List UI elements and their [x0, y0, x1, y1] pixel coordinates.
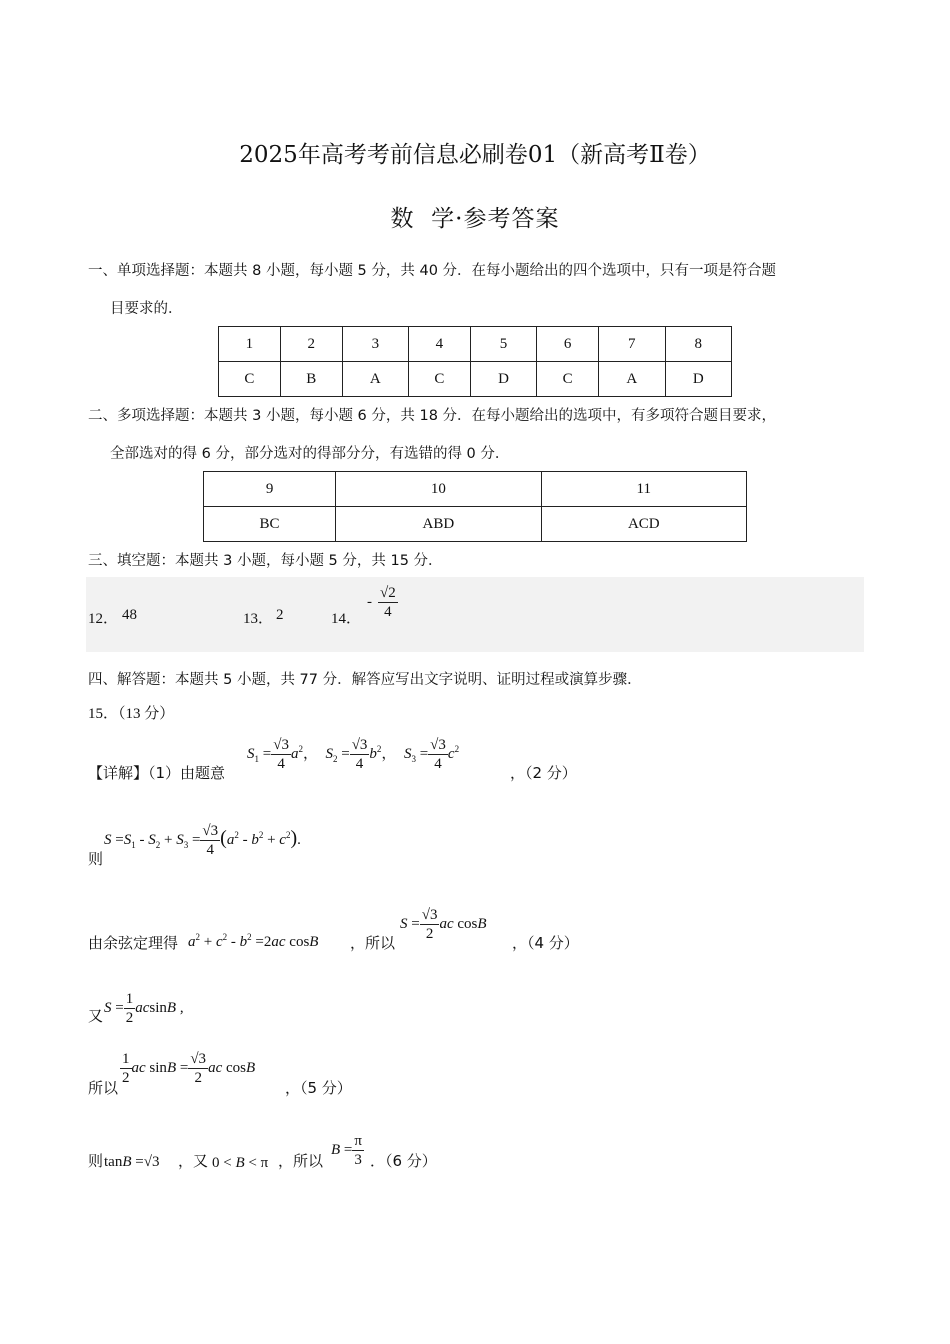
- single-choice-header-1: 1: [219, 327, 281, 362]
- section3-line1: 三、填空题：本题共 3 小题，每小题 5 分，共 15 分．: [88, 553, 443, 569]
- q13-answer: 2: [276, 607, 284, 623]
- single-choice-header-5: 5: [470, 327, 536, 362]
- so-label-3: ，所以: [278, 1152, 324, 1170]
- formula-s1-s2-s3: $S_1$ = $\frac{√3}{4}$ $a^2$， $S_2$ = $\frac{√3}{4}$ $b^2$， $S_3$ = $\frac{√3}{4}$ $c^2$: [247, 737, 460, 772]
- q14-label: 14．: [331, 611, 362, 627]
- page-title: 2025年高考考前信息必刷卷01（新高考Ⅱ卷）: [239, 142, 711, 168]
- single-choice-table: [218, 326, 732, 397]
- formula-cos-law: $a^2 + c^2 - b^2 =2ac$ cosB: [188, 932, 319, 950]
- formula-tan: tanB =√3: [104, 1154, 160, 1170]
- single-choice-header-4: 4: [409, 327, 471, 362]
- single-choice-answer-5: D: [470, 362, 536, 397]
- multi-choice-answer-3: ACD: [541, 507, 746, 542]
- formula-range: 0 < B < π: [212, 1155, 269, 1171]
- so-label-2: 所以: [88, 1079, 119, 1097]
- multi-choice-table: [203, 471, 747, 542]
- multi-choice-header-3: 11: [541, 472, 746, 507]
- single-choice-answer-7: A: [599, 362, 665, 397]
- single-choice-answer-6: C: [537, 362, 599, 397]
- cos-law-label: 由余弦定理得: [88, 934, 179, 952]
- score-2: ，（2 分）: [510, 764, 577, 782]
- single-choice-header-8: 8: [665, 327, 732, 362]
- q12-label: 12．: [88, 611, 119, 627]
- single-choice-header-3: 3: [342, 327, 408, 362]
- section4-line1: 四、解答题：本题共 5 小题，共 77 分．解答应写出文字说明、证明过程或演算步骤．: [88, 672, 642, 688]
- single-choice-answer-1: C: [219, 362, 281, 397]
- section1-line2: 目要求的．: [110, 301, 183, 317]
- page-subtitle: 数 学·参考答案: [390, 206, 560, 232]
- formula-s-sin: S = $\frac{1}{2}$ acsinB ,: [104, 991, 184, 1026]
- detail-label: 【详解】（1）由题意: [88, 764, 226, 782]
- q14-fraction: [378, 584, 398, 621]
- also-label: 又: [88, 1007, 104, 1025]
- q15-header: 15．（13 分）: [88, 706, 175, 722]
- score-5: ，（5 分）: [285, 1079, 352, 1097]
- formula-total-area: $S =S_1 - S_2 + S_3$ = $\frac{√3}{4}$ $(a^2 - b^2 + c^2)$.: [104, 823, 301, 858]
- formula-equate: $\frac{1}{2}$ ac sinB = $\frac{√3}{2}$ ac cosB: [122, 1051, 256, 1086]
- score-6: ．（6 分）: [370, 1152, 437, 1170]
- single-choice-answer-4: C: [409, 362, 471, 397]
- section1-line1: 一、单项选择题：本题共 8 小题，每小题 5 分，共 40 分．在每小题给出的四个选项中，只有一项是符合题: [88, 263, 777, 279]
- single-choice-header-6: 6: [537, 327, 599, 362]
- multi-choice-answer-1: BC: [204, 507, 336, 542]
- also-label-2: ，又: [178, 1152, 209, 1170]
- single-choice-header-2: 2: [280, 327, 342, 362]
- fill-answers-box: [86, 577, 864, 652]
- formula-b-value: B = $\frac{\pi}{3}$: [331, 1133, 362, 1168]
- then-label-1: 则: [88, 850, 104, 868]
- single-choice-answer-8: D: [665, 362, 732, 397]
- score-4: ，（4 分）: [512, 934, 579, 952]
- single-choice-header-7: 7: [599, 327, 665, 362]
- single-choice-answer-3: A: [342, 362, 408, 397]
- so-label-1: ，所以: [350, 934, 396, 952]
- q14-denominator: 4: [384, 604, 392, 620]
- multi-choice-header-1: 9: [204, 472, 336, 507]
- single-choice-answer-2: B: [280, 362, 342, 397]
- q14-numerator: √2: [380, 585, 396, 601]
- multi-choice-header-2: 10: [336, 472, 541, 507]
- q14-sign: -: [367, 594, 372, 610]
- then-label-2: 则: [88, 1152, 104, 1170]
- section2-line1: 二、多项选择题：本题共 3 小题，每小题 6 分，共 18 分．在每小题给出的选项中，有多项符合题目要求，: [88, 408, 777, 424]
- q12-answer: 48: [122, 607, 137, 623]
- formula-s-cos: S = $\frac{√3}{2}$ ac cosB: [400, 907, 487, 942]
- q13-label: 13．: [243, 611, 274, 627]
- multi-choice-answer-2: ABD: [336, 507, 541, 542]
- section2-line2: 全部选对的得 6 分，部分选对的得部分分，有选错的得 0 分．: [110, 446, 510, 462]
